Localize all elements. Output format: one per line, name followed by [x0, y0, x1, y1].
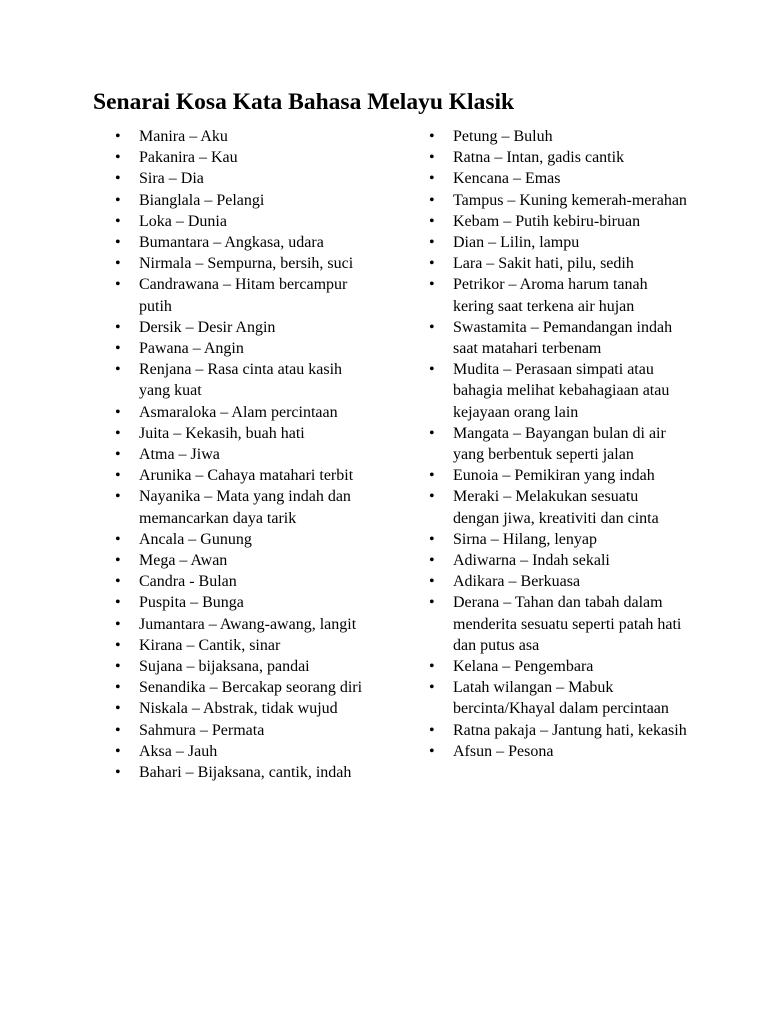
vocabulary-item: • Nirmala – Sempurna, bersih, suci [112, 253, 372, 274]
vocabulary-item: • Kelana – Pengembara [426, 656, 688, 677]
vocabulary-item: • Sahmura – Permata [112, 720, 372, 741]
vocabulary-item: • Petung – Buluh [426, 126, 688, 147]
vocabulary-item: • Nayanika – Mata yang indah dan memancarkan daya tarik [112, 486, 372, 528]
vocabulary-item: • Puspita – Bunga [112, 592, 372, 613]
vocabulary-item: • Petrikor – Aroma harum tanah kering saat terkena air hujan [426, 274, 688, 316]
vocabulary-item: • Atma – Jiwa [112, 444, 372, 465]
vocabulary-item: • Mangata – Bayangan bulan di air yang berbentuk seperti jalan [426, 423, 688, 465]
vocabulary-item: • Pawana – Angin [112, 338, 372, 359]
vocabulary-item: • Ratna pakaja – Jantung hati, kekasih [426, 720, 688, 741]
vocabulary-list-left [112, 126, 372, 783]
vocabulary-item: • Ancala – Gunung [112, 529, 372, 550]
vocabulary-item: • Meraki – Melakukan sesuatu dengan jiwa, kreativiti dan cinta [426, 486, 688, 528]
page-title: Senarai Kosa Kata Bahasa Melayu Klasik [93, 89, 515, 115]
vocabulary-item: • Eunoia – Pemikiran yang indah [426, 465, 688, 486]
vocabulary-item: • Mega – Awan [112, 550, 372, 571]
vocabulary-item: • Jumantara – Awang-awang, langit [112, 614, 372, 635]
vocabulary-item: • Pakanira – Kau [112, 147, 372, 168]
vocabulary-item: • Latah wilangan – Mabuk bercinta/Khayal dalam percintaan [426, 677, 688, 719]
vocabulary-item: • Sirna – Hilang, lenyap [426, 529, 688, 550]
vocabulary-item: • Kencana – Emas [426, 168, 688, 189]
vocabulary-item: • Senandika – Bercakap seorang diri [112, 677, 372, 698]
vocabulary-item: • Swastamita – Pemandangan indah saat matahari terbenam [426, 317, 688, 359]
vocabulary-item: • Mudita – Perasaan simpati atau bahagia melihat kebahagiaan atau kejayaan orang lain [426, 359, 688, 423]
vocabulary-item: • Candrawana – Hitam bercampur putih [112, 274, 372, 316]
vocabulary-item: • Candra - Bulan [112, 571, 372, 592]
vocabulary-item: • Sujana – bijaksana, pandai [112, 656, 372, 677]
vocabulary-item: • Bianglala – Pelangi [112, 190, 372, 211]
vocabulary-item: • Kebam – Putih kebiru-biruan [426, 211, 688, 232]
vocabulary-item: • Sira – Dia [112, 168, 372, 189]
vocabulary-item: • Derana – Tahan dan tabah dalam menderita sesuatu seperti patah hati dan putus asa [426, 592, 688, 656]
vocabulary-item: • Manira – Aku [112, 126, 372, 147]
vocabulary-item: • Adiwarna – Indah sekali [426, 550, 688, 571]
vocabulary-item: • Asmaraloka – Alam percintaan [112, 402, 372, 423]
vocabulary-list-right [426, 126, 688, 762]
vocabulary-item: • Niskala – Abstrak, tidak wujud [112, 698, 372, 719]
vocabulary-item: • Arunika – Cahaya matahari terbit [112, 465, 372, 486]
vocabulary-item: • Dian – Lilin, lampu [426, 232, 688, 253]
vocabulary-item: • Bahari – Bijaksana, cantik, indah [112, 762, 372, 783]
vocabulary-item: • Aksa – Jauh [112, 741, 372, 762]
vocabulary-item: • Tampus – Kuning kemerah-merahan [426, 190, 688, 211]
vocabulary-item: • Afsun – Pesona [426, 741, 688, 762]
vocabulary-item: • Ratna – Intan, gadis cantik [426, 147, 688, 168]
vocabulary-item: • Bumantara – Angkasa, udara [112, 232, 372, 253]
vocabulary-item: • Adikara – Berkuasa [426, 571, 688, 592]
vocabulary-item: • Loka – Dunia [112, 211, 372, 232]
vocabulary-item: • Dersik – Desir Angin [112, 317, 372, 338]
vocabulary-item: • Kirana – Cantik, sinar [112, 635, 372, 656]
vocabulary-item: • Lara – Sakit hati, pilu, sedih [426, 253, 688, 274]
vocabulary-item: • Juita – Kekasih, buah hati [112, 423, 372, 444]
vocabulary-item: • Renjana – Rasa cinta atau kasih yang kuat [112, 359, 372, 401]
